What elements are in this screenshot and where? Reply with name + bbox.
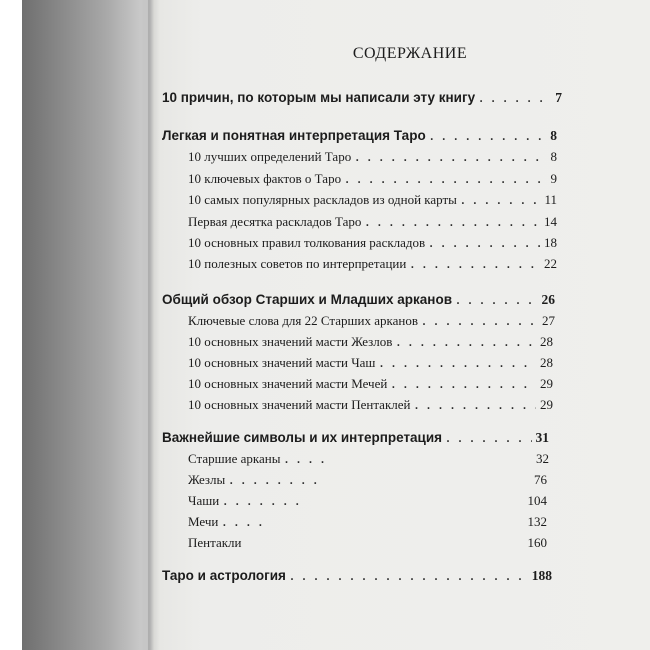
toc-entry-title: 10 самых популярных раскладов из одной карты bbox=[188, 192, 457, 207]
toc-entry-title: Мечи bbox=[188, 514, 219, 529]
toc-entry-page: 31 bbox=[535, 430, 549, 445]
toc-entry-page: 11 bbox=[544, 192, 557, 207]
toc-leader-dots bbox=[456, 290, 537, 310]
toc-entry-title: 10 основных значений масти Чаш bbox=[188, 355, 376, 370]
toc-heading: СОДЕРЖАНИЕ bbox=[352, 45, 468, 62]
toc-leader-dots bbox=[379, 353, 536, 373]
toc-entry-sub bbox=[188, 233, 557, 253]
toc-entry-title: 10 основных значений масти Пентаклей bbox=[188, 397, 411, 412]
book-page bbox=[160, 0, 650, 650]
toc-entry-sub bbox=[188, 470, 547, 490]
toc-entry-page: 132 bbox=[527, 514, 547, 529]
toc-entry-sub bbox=[188, 147, 557, 167]
toc-entry-sub bbox=[188, 190, 557, 210]
toc-leader-dots bbox=[461, 190, 541, 210]
toc-entry-page: 14 bbox=[544, 214, 557, 229]
toc-entry-title: 10 основных правил толкования раскладов bbox=[188, 235, 426, 250]
toc-entry-page: 28 bbox=[540, 334, 553, 349]
toc-entry-sub bbox=[188, 311, 555, 331]
toc-entry-page: 104 bbox=[527, 493, 547, 508]
toc-entry-sub bbox=[188, 395, 553, 415]
toc-entry-title: Первая десятка раскладов Таро bbox=[188, 214, 362, 229]
toc-entry-page: 18 bbox=[544, 235, 557, 250]
toc-entry-page: 8 bbox=[550, 128, 557, 143]
toc-entry-page: 29 bbox=[540, 397, 553, 412]
toc-entry-title: Пентакли bbox=[188, 535, 242, 550]
toc-entry-page: 7 bbox=[555, 90, 562, 105]
toc-entry-sub bbox=[188, 254, 557, 274]
toc-entry-page: 160 bbox=[527, 535, 547, 550]
toc-entry-sub bbox=[188, 449, 549, 469]
toc-entry-title: Чаши bbox=[188, 493, 220, 508]
toc-leader-dots bbox=[345, 169, 546, 189]
toc-entry-title: Важнейшие символы и их интерпретация bbox=[162, 430, 443, 445]
toc-entry-title: Таро и астрология bbox=[162, 568, 286, 583]
toc-entry-sub bbox=[188, 374, 553, 394]
toc-leader-dots bbox=[410, 254, 540, 274]
toc-leader-dots bbox=[355, 147, 546, 167]
toc-leader-dots bbox=[429, 233, 540, 253]
toc-entry-page: 26 bbox=[541, 292, 555, 307]
toc-leader-dots bbox=[222, 512, 262, 532]
toc-entry-page: 76 bbox=[534, 472, 547, 487]
toc-leader-dots bbox=[396, 332, 536, 352]
toc-leader-dots bbox=[430, 126, 547, 146]
toc-entry-title: Жезлы bbox=[188, 472, 226, 487]
toc-entry-title: 10 основных значений масти Мечей bbox=[188, 376, 388, 391]
toc-entry-page: 29 bbox=[540, 376, 553, 391]
toc-entry-sub bbox=[188, 212, 557, 232]
toc-leader-dots bbox=[479, 88, 551, 108]
toc-leader-dots bbox=[229, 470, 325, 490]
toc-leader-dots bbox=[446, 428, 531, 448]
toc-entry-title: Легкая и понятная интерпретация Таро bbox=[162, 128, 426, 143]
toc-entry-sub bbox=[188, 353, 553, 373]
toc-entry-sub bbox=[188, 512, 547, 532]
toc-entry-page: 27 bbox=[542, 313, 555, 328]
toc-entry-title: 10 полезных советов по интерпретации bbox=[188, 256, 407, 271]
book-gutter-shadow bbox=[148, 0, 160, 650]
toc-entry-main bbox=[162, 290, 555, 310]
toc-entry-page: 188 bbox=[531, 568, 552, 583]
toc-leader-dots bbox=[391, 374, 536, 394]
toc-leader-dots bbox=[223, 491, 305, 511]
toc-entry-title: 10 лучших определений Таро bbox=[188, 149, 352, 164]
toc-entry-main bbox=[162, 88, 562, 108]
toc-entry-title: 10 основных значений масти Жезлов bbox=[188, 334, 393, 349]
toc-leader-dots bbox=[284, 449, 324, 469]
toc-entry-title: Старшие арканы bbox=[188, 451, 281, 466]
toc-leader-dots bbox=[414, 395, 536, 415]
toc-leader-dots bbox=[422, 311, 538, 331]
toc-entry-sub bbox=[188, 491, 547, 511]
toc-entry-main bbox=[162, 126, 557, 146]
toc-entry-title: 10 причин, по которым мы написали эту книгу bbox=[162, 90, 476, 105]
toc-entry-title: Общий обзор Старших и Младших арканов bbox=[162, 292, 453, 307]
toc-entry-main bbox=[162, 566, 552, 586]
toc-entry-sub bbox=[188, 169, 557, 189]
toc-entry-main bbox=[162, 428, 549, 448]
toc-entry-sub bbox=[188, 533, 547, 553]
toc-entry-page: 32 bbox=[536, 451, 549, 466]
toc-entry-sub bbox=[188, 332, 553, 352]
toc-entry-title: 10 ключевых фактов о Таро bbox=[188, 171, 342, 186]
toc-leader-dots bbox=[365, 212, 540, 232]
toc-leader-dots bbox=[290, 566, 528, 586]
toc-entry-title: Ключевые слова для 22 Старших арканов bbox=[188, 313, 418, 328]
toc-entry-page: 9 bbox=[550, 171, 557, 186]
toc-entry-page: 28 bbox=[540, 355, 553, 370]
toc-entry-page: 22 bbox=[544, 256, 557, 271]
toc-entry-page: 8 bbox=[550, 149, 557, 164]
